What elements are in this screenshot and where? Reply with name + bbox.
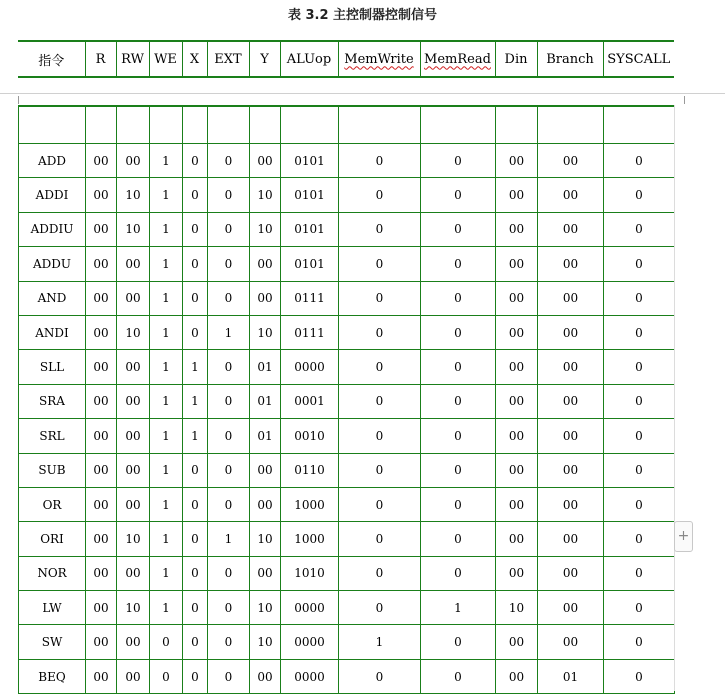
- table-cell: 0: [604, 453, 675, 487]
- page-break-line: [0, 93, 725, 94]
- table-cell: [150, 106, 183, 144]
- table-cell: 00: [86, 487, 117, 521]
- table-cell: 00: [250, 556, 281, 590]
- table-cell: ADDU: [19, 247, 86, 281]
- table-cell: 0: [421, 144, 496, 178]
- table-cell: 0: [339, 487, 421, 521]
- header-ext: EXT: [207, 41, 249, 77]
- table-cell: 0: [339, 247, 421, 281]
- table-cell: 0: [421, 247, 496, 281]
- table-cell: 0: [208, 144, 250, 178]
- table-cell: 00: [496, 281, 538, 315]
- table-row: [19, 659, 675, 693]
- table-cell: 0: [183, 625, 208, 659]
- table-cell: 0: [421, 659, 496, 693]
- table-cell: 0: [604, 178, 675, 212]
- table-cell: 00: [86, 315, 117, 349]
- table-cell: 00: [538, 315, 604, 349]
- table-cell: 00: [117, 350, 150, 384]
- table-cell: 00: [117, 453, 150, 487]
- table-cell: 0: [183, 659, 208, 693]
- table-cell: 0: [208, 453, 250, 487]
- table-cell: 00: [538, 419, 604, 453]
- table-cell: ADDI: [19, 178, 86, 212]
- table-cell: 0: [208, 281, 250, 315]
- header-din: Din: [495, 41, 537, 77]
- table-cell: 0: [183, 453, 208, 487]
- table-cell: 1: [183, 384, 208, 418]
- table-cell: 10: [250, 591, 281, 625]
- table-cell: 00: [250, 281, 281, 315]
- table-cell: 00: [117, 625, 150, 659]
- table-cell: 10: [250, 625, 281, 659]
- table-cell: 0: [150, 625, 183, 659]
- table-cell: 0: [604, 556, 675, 590]
- table-cell: 1: [208, 315, 250, 349]
- table-cell: 00: [250, 487, 281, 521]
- table-cell: 1: [150, 556, 183, 590]
- table-cell: 00: [86, 591, 117, 625]
- table-cell: 00: [496, 178, 538, 212]
- table-cell: 0: [208, 419, 250, 453]
- header-r: R: [85, 41, 116, 77]
- table-cell: 0101: [281, 212, 339, 246]
- table-cell: 0: [421, 625, 496, 659]
- table-row: [19, 315, 675, 349]
- table-row: [19, 247, 675, 281]
- table-cell: 10: [117, 315, 150, 349]
- table-cell: 0: [208, 247, 250, 281]
- table-row: [19, 419, 675, 453]
- table-cell: 0: [421, 212, 496, 246]
- table-cell: 00: [117, 247, 150, 281]
- table-cell: 0101: [281, 144, 339, 178]
- table-cell: 0: [604, 419, 675, 453]
- table-cell: 0111: [281, 281, 339, 315]
- table-cell: NOR: [19, 556, 86, 590]
- table-cell: 00: [250, 453, 281, 487]
- table-cell: 0: [183, 281, 208, 315]
- table-cell: 0: [339, 144, 421, 178]
- table-cell: [281, 106, 339, 144]
- table-row: [19, 591, 675, 625]
- table-cell: 1: [183, 350, 208, 384]
- table-cell: 0: [183, 556, 208, 590]
- table-cell: 0: [339, 281, 421, 315]
- table-cell: 00: [496, 487, 538, 521]
- table-cell: 0: [421, 453, 496, 487]
- table-cell: 10: [117, 212, 150, 246]
- table-cell: 00: [496, 453, 538, 487]
- table-cell: 00: [496, 247, 538, 281]
- page-margin-line: [674, 105, 675, 691]
- control-signal-table: [18, 105, 675, 694]
- table-cell: 0: [183, 144, 208, 178]
- table-cell: 1000: [281, 487, 339, 521]
- table-cell: 0: [604, 144, 675, 178]
- table-cell: 0: [208, 625, 250, 659]
- table-cell: 0: [604, 625, 675, 659]
- table-cell: 0: [339, 212, 421, 246]
- table-cell: 0: [604, 384, 675, 418]
- table-cell: OR: [19, 487, 86, 521]
- table-cell: 00: [538, 144, 604, 178]
- table-cell: 10: [117, 522, 150, 556]
- table-row: [19, 212, 675, 246]
- table-cell: 00: [86, 453, 117, 487]
- table-cell: ORI: [19, 522, 86, 556]
- table-cell: 0: [339, 453, 421, 487]
- table-cell: 00: [538, 178, 604, 212]
- table-cell: [117, 106, 150, 144]
- table-cell: 00: [496, 659, 538, 693]
- table-cell: 0: [421, 178, 496, 212]
- table-body: [19, 106, 675, 694]
- table-cell: 00: [86, 212, 117, 246]
- table-cell: 00: [496, 384, 538, 418]
- table-cell: 00: [496, 522, 538, 556]
- table-cell: 00: [86, 659, 117, 693]
- table-cell: SRA: [19, 384, 86, 418]
- table-cell: 00: [250, 144, 281, 178]
- table-cell: 00: [538, 625, 604, 659]
- table-cell: 0101: [281, 247, 339, 281]
- table-cell: [183, 106, 208, 144]
- table-cell: 1: [208, 522, 250, 556]
- table-cell: 00: [538, 281, 604, 315]
- table-cell: 0: [183, 487, 208, 521]
- table-cell: 0: [339, 556, 421, 590]
- table-cell: 0: [421, 315, 496, 349]
- table-cell: 1: [150, 212, 183, 246]
- add-row-button[interactable]: [674, 521, 693, 552]
- table-cell: 00: [538, 556, 604, 590]
- table-cell: [421, 106, 496, 144]
- table-cell: 0000: [281, 591, 339, 625]
- table-cell: 1: [150, 522, 183, 556]
- table-cell: 0: [208, 350, 250, 384]
- table-row: [19, 522, 675, 556]
- table-cell: 00: [250, 247, 281, 281]
- table-cell: 0: [183, 212, 208, 246]
- table-cell: 1: [150, 487, 183, 521]
- table-cell: 0: [339, 350, 421, 384]
- table-cell: 0: [421, 522, 496, 556]
- table-cell: 0: [183, 591, 208, 625]
- table-cell: [604, 106, 675, 144]
- header-x: X: [182, 41, 207, 77]
- table-cell: 00: [86, 419, 117, 453]
- table-cell: 1: [150, 178, 183, 212]
- table-cell: 00: [496, 419, 538, 453]
- table-row-empty: [19, 106, 675, 144]
- table-cell: 01: [250, 350, 281, 384]
- table-cell: 00: [496, 556, 538, 590]
- table-cell: 10: [117, 178, 150, 212]
- table-cell: 0: [183, 315, 208, 349]
- table-cell: 00: [496, 625, 538, 659]
- header-instruction: 指令: [38, 53, 65, 69]
- table-cell: 00: [86, 625, 117, 659]
- table-cell: 01: [538, 659, 604, 693]
- table-cell: 0: [208, 591, 250, 625]
- table-cell: 0: [339, 591, 421, 625]
- table-cell: 00: [250, 659, 281, 693]
- table-row: [19, 625, 675, 659]
- header-memread: MemRead: [420, 41, 495, 77]
- plus-icon: +: [677, 528, 690, 544]
- table-cell: 00: [496, 315, 538, 349]
- table-cell: 10: [250, 315, 281, 349]
- table-cell: 0110: [281, 453, 339, 487]
- table-cell: 0101: [281, 178, 339, 212]
- table-cell: 00: [117, 419, 150, 453]
- table-cell: 00: [117, 281, 150, 315]
- table-cell: SW: [19, 625, 86, 659]
- table-cell: 00: [538, 591, 604, 625]
- table-cell: 00: [538, 487, 604, 521]
- table-cell: 0: [183, 522, 208, 556]
- table-cell: 0: [604, 315, 675, 349]
- table-cell: 1: [150, 144, 183, 178]
- table-cell: AND: [19, 281, 86, 315]
- table-cell: 0: [208, 384, 250, 418]
- table-cell: 0111: [281, 315, 339, 349]
- table-cell: 00: [117, 487, 150, 521]
- table-cell: 0010: [281, 419, 339, 453]
- table-cell: SRL: [19, 419, 86, 453]
- header-rw: RW: [116, 41, 149, 77]
- table-cell: 1010: [281, 556, 339, 590]
- table-cell: 00: [117, 659, 150, 693]
- header-memwrite: MemWrite: [338, 41, 420, 77]
- table-cell: 0: [604, 659, 675, 693]
- table-cell: [496, 106, 538, 144]
- table-cell: 1000: [281, 522, 339, 556]
- table-cell: SLL: [19, 350, 86, 384]
- table-cell: 00: [496, 144, 538, 178]
- table-cell: 1: [150, 281, 183, 315]
- table-cell: [86, 106, 117, 144]
- table-cell: 0: [604, 487, 675, 521]
- table-cell: 10: [250, 522, 281, 556]
- table-cell: 00: [496, 350, 538, 384]
- table-cell: 1: [150, 247, 183, 281]
- table-cell: 10: [250, 212, 281, 246]
- table-cell: 0: [604, 247, 675, 281]
- table-row: [19, 384, 675, 418]
- table-row: [19, 144, 675, 178]
- table-cell: 00: [538, 453, 604, 487]
- table-cell: 0: [604, 522, 675, 556]
- table-cell: 0: [339, 178, 421, 212]
- header-syscall: SYSCALL: [603, 41, 674, 77]
- table-cell: 00: [86, 556, 117, 590]
- page-corner-mark-right: [684, 96, 695, 104]
- header-y: Y: [249, 41, 280, 77]
- table-row: [19, 487, 675, 521]
- table-cell: ANDI: [19, 315, 86, 349]
- table-cell: 00: [86, 350, 117, 384]
- table-header: [18, 40, 674, 78]
- table-row: [19, 453, 675, 487]
- table-cell: 00: [86, 281, 117, 315]
- header-we: WE: [149, 41, 182, 77]
- table-cell: 0: [421, 281, 496, 315]
- table-cell: 01: [250, 419, 281, 453]
- page-corner-mark-left: [8, 96, 19, 104]
- table-cell: 1: [150, 350, 183, 384]
- header-branch: Branch: [537, 41, 603, 77]
- table-row: [19, 556, 675, 590]
- table-cell: 0: [339, 522, 421, 556]
- table-cell: [250, 106, 281, 144]
- table-cell: 00: [86, 522, 117, 556]
- table-cell: 1: [150, 384, 183, 418]
- table-cell: 10: [496, 591, 538, 625]
- table-caption: 表 3.2 主控制器控制信号: [287, 8, 438, 23]
- table-cell: 1: [421, 591, 496, 625]
- table-cell: 0: [183, 178, 208, 212]
- header-aluop: ALUop: [280, 41, 338, 77]
- table-cell: 0: [208, 178, 250, 212]
- table-row: [19, 281, 675, 315]
- table-cell: 0: [339, 659, 421, 693]
- table-cell: 0: [208, 487, 250, 521]
- table-cell: 1: [183, 419, 208, 453]
- table-cell: 10: [250, 178, 281, 212]
- table-cell: 00: [117, 384, 150, 418]
- table-cell: [339, 106, 421, 144]
- table-cell: 0001: [281, 384, 339, 418]
- table-cell: 0: [604, 591, 675, 625]
- table-cell: 0: [339, 315, 421, 349]
- table-cell: 00: [86, 384, 117, 418]
- table-cell: 00: [117, 556, 150, 590]
- table-cell: 01: [250, 384, 281, 418]
- table-cell: 00: [86, 178, 117, 212]
- table-cell: 0: [208, 659, 250, 693]
- table-cell: 1: [339, 625, 421, 659]
- table-cell: 0000: [281, 659, 339, 693]
- table-cell: 1: [150, 419, 183, 453]
- table-cell: [538, 106, 604, 144]
- table-cell: SUB: [19, 453, 86, 487]
- table-cell: 10: [117, 591, 150, 625]
- table-cell: 00: [117, 144, 150, 178]
- table-cell: LW: [19, 591, 86, 625]
- table-cell: 0: [183, 247, 208, 281]
- table-cell: 0: [150, 659, 183, 693]
- table-cell: 0: [421, 384, 496, 418]
- table-cell: [19, 106, 86, 144]
- table-cell: 0: [339, 419, 421, 453]
- table-cell: 1: [150, 591, 183, 625]
- table-cell: [208, 106, 250, 144]
- table-cell: 0: [208, 556, 250, 590]
- table-cell: 0: [208, 212, 250, 246]
- table-cell: 00: [86, 247, 117, 281]
- table-cell: 00: [538, 247, 604, 281]
- table-cell: ADDIU: [19, 212, 86, 246]
- table-cell: 0000: [281, 625, 339, 659]
- table-row: [19, 178, 675, 212]
- table-cell: 0: [421, 350, 496, 384]
- table-cell: 1: [150, 315, 183, 349]
- table-cell: 0: [421, 419, 496, 453]
- table-cell: 00: [538, 522, 604, 556]
- table-cell: 0: [339, 384, 421, 418]
- table-cell: BEQ: [19, 659, 86, 693]
- table-cell: 00: [538, 384, 604, 418]
- table-cell: 00: [86, 144, 117, 178]
- table-cell: 00: [496, 212, 538, 246]
- table-cell: 0: [604, 212, 675, 246]
- table-cell: 0: [604, 281, 675, 315]
- table-cell: 0: [421, 556, 496, 590]
- table-cell: 00: [538, 350, 604, 384]
- table-cell: ADD: [19, 144, 86, 178]
- table-cell: 00: [538, 212, 604, 246]
- table-cell: 0: [604, 350, 675, 384]
- table-row: [19, 350, 675, 384]
- table-cell: 1: [150, 453, 183, 487]
- table-cell: 0000: [281, 350, 339, 384]
- table-cell: 0: [421, 487, 496, 521]
